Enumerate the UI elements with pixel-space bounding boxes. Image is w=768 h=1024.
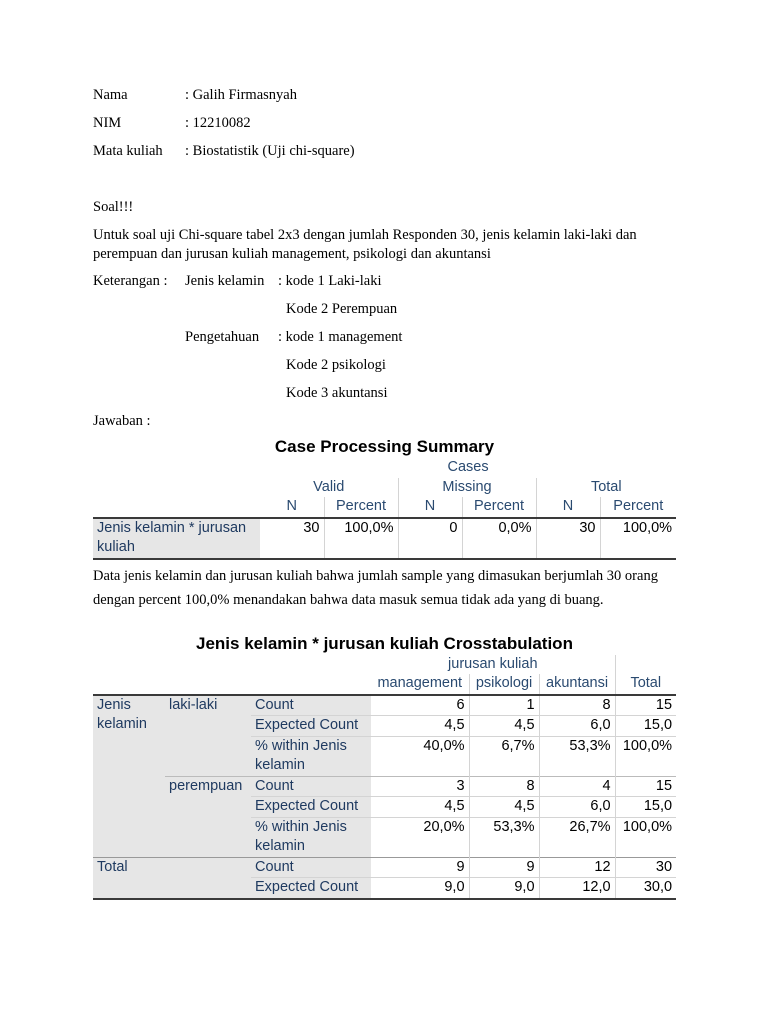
missing-n-header: N	[398, 497, 462, 518]
case-row-label: Jenis kelamin * jurusan kuliah	[93, 518, 260, 559]
jurusan-kuliah-header: jurusan kuliah	[448, 655, 538, 672]
tot-expected-management: 9,0	[371, 878, 469, 899]
tot-expected-psikologi: 9,0	[469, 878, 539, 899]
per-within-psikologi: 53,3%	[469, 817, 539, 857]
table-row	[93, 776, 676, 797]
valid-header: Valid	[313, 478, 345, 495]
tot-count-label: Count	[251, 857, 371, 878]
total-percent-value: 100,0%	[600, 518, 676, 559]
case-header-corner-3	[93, 497, 260, 518]
laki-within-total: 100,0%	[615, 736, 676, 776]
valid-n-header: N	[260, 497, 324, 518]
laki-count-management: 6	[371, 695, 469, 716]
pengetahuan-kode-2-row	[93, 356, 676, 384]
per-within-label: % within Jenis kelamin	[251, 817, 371, 857]
crosstab-corner	[93, 655, 371, 675]
laki-expected-management: 4,5	[371, 716, 469, 737]
case-header-corner	[93, 458, 260, 478]
crosstab-header-row-2	[93, 674, 676, 695]
tot-count-management: 9	[371, 857, 469, 878]
total-header: Total	[536, 478, 676, 498]
laki-expected-psikologi: 4,5	[469, 716, 539, 737]
pengetahuan-row	[93, 328, 676, 356]
nim-label: NIM	[93, 115, 122, 131]
nama-value: : Galih Firmasnyah	[185, 87, 297, 103]
per-count-psikologi: 8	[469, 776, 539, 797]
per-count-total: 15	[615, 776, 676, 797]
tot-expected-akuntansi: 12,0	[539, 878, 615, 899]
case-summary-table	[93, 458, 676, 560]
perempuan-label: perempuan	[165, 776, 251, 857]
pengetahuan-kode-1: : kode 1 management	[278, 329, 403, 345]
laki-count-psikologi: 1	[469, 695, 539, 716]
valid-percent-header: Percent	[324, 497, 398, 518]
laki-expected-akuntansi: 6,0	[539, 716, 615, 737]
mata-kuliah-value: : Biostatistik (Uji chi-square)	[185, 143, 355, 159]
total-n-value: 30	[536, 518, 600, 559]
per-within-akuntansi: 26,7%	[539, 817, 615, 857]
tot-count-akuntansi: 12	[539, 857, 615, 878]
case-header-row-1	[93, 458, 676, 478]
laki-count-akuntansi: 8	[539, 695, 615, 716]
case-data-row	[93, 518, 676, 559]
keterangan-label: Keterangan :	[93, 273, 168, 289]
case-header-corner-2	[93, 478, 260, 498]
total-n-header: N	[536, 497, 600, 518]
pengetahuan-kode-2: Kode 2 psikologi	[286, 357, 386, 373]
per-count-label: Count	[251, 776, 371, 797]
pengetahuan-kode-3-row	[93, 384, 676, 412]
case-header-row-3	[93, 497, 676, 518]
tot-expected-total: 30,0	[615, 878, 676, 899]
case-summary-title: Case Processing Summary	[274, 437, 495, 456]
missing-n-value: 0	[398, 518, 462, 559]
jenis-kelamin-kode-2-row	[93, 300, 676, 328]
table-row	[93, 857, 676, 878]
laki-within-psikologi: 6,7%	[469, 736, 539, 776]
document-page	[93, 86, 676, 900]
case-header-row-2	[93, 478, 676, 498]
nim-row	[93, 114, 676, 142]
per-within-total: 100,0%	[615, 817, 676, 857]
nama-row	[93, 86, 676, 114]
crosstab-header-row-1	[93, 655, 676, 675]
nama-label: Nama	[93, 87, 128, 103]
soal-title: Soal!!!	[93, 199, 134, 215]
laki-expected-label: Expected Count	[251, 716, 371, 737]
jenis-kelamin-kode-2: Kode 2 Perempuan	[286, 301, 398, 317]
psikologi-header: psikologi	[469, 674, 539, 695]
total-row-label: Total	[93, 857, 251, 899]
per-expected-label: Expected Count	[251, 797, 371, 818]
per-expected-akuntansi: 6,0	[539, 797, 615, 818]
crosstab-total-spacer	[615, 655, 676, 675]
valid-percent-value: 100,0%	[324, 518, 398, 559]
tot-count-psikologi: 9	[469, 857, 539, 878]
valid-n-value: 30	[260, 518, 324, 559]
soal-text: Untuk soal uji Chi-square tabel 2x3 dengan jumlah Responden 30, jenis kelamin laki-laki dan perempuan dan jurusan kuliah management, psikologi dan akuntansi	[93, 227, 637, 262]
missing-percent-value: 0,0%	[462, 518, 536, 559]
total-percent-header: Percent	[600, 497, 676, 518]
per-expected-psikologi: 4,5	[469, 797, 539, 818]
nim-value: : 12210082	[185, 115, 251, 131]
laki-laki-label: laki-laki	[165, 695, 251, 777]
crosstab-corner-2	[93, 674, 371, 695]
laki-within-akuntansi: 53,3%	[539, 736, 615, 776]
pengetahuan-kode-3: Kode 3 akuntansi	[286, 385, 388, 401]
crosstabulation	[93, 633, 676, 900]
laki-within-management: 40,0%	[371, 736, 469, 776]
explanation-text: Data jenis kelamin dan jurusan kuliah bahwa jumlah sample yang dimasukan berjumlah 30 orang dengan percent 100,0% menandakan bahwa data masuk semua tidak ada yang di buang.	[93, 567, 658, 608]
laki-within-label: % within Jenis kelamin	[251, 736, 371, 776]
laki-count-label: Count	[251, 695, 371, 716]
per-expected-management: 4,5	[371, 797, 469, 818]
keterangan-row	[93, 272, 676, 300]
tot-count-total: 30	[615, 857, 676, 878]
crosstab-table	[93, 655, 676, 900]
total-column-header: Total	[615, 674, 676, 695]
mata-kuliah-label: Mata kuliah	[93, 143, 163, 159]
table-row	[93, 695, 676, 716]
laki-count-total: 15	[615, 695, 676, 716]
per-count-akuntansi: 4	[539, 776, 615, 797]
cases-header: Cases	[447, 459, 489, 475]
management-header: management	[371, 674, 469, 695]
jenis-kelamin-group-label: Jenis kelamin	[93, 695, 165, 858]
missing-header: Missing	[398, 478, 536, 498]
pengetahuan-label: Pengetahuan	[185, 329, 260, 345]
jenis-kelamin-kode-1: : kode 1 Laki-laki	[278, 273, 382, 289]
laki-expected-total: 15,0	[615, 716, 676, 737]
per-within-management: 20,0%	[371, 817, 469, 857]
tot-expected-label: Expected Count	[251, 878, 371, 899]
case-processing-summary	[93, 436, 676, 560]
jawaban-label: Jawaban :	[93, 413, 151, 429]
jenis-kelamin-label: Jenis kelamin	[185, 273, 265, 289]
akuntansi-header: akuntansi	[539, 674, 615, 695]
missing-percent-header: Percent	[462, 497, 536, 518]
per-expected-total: 15,0	[615, 797, 676, 818]
crosstab-title: Jenis kelamin * jurusan kuliah Crosstabulation	[196, 633, 573, 653]
per-count-management: 3	[371, 776, 469, 797]
mata-kuliah-row	[93, 142, 676, 170]
